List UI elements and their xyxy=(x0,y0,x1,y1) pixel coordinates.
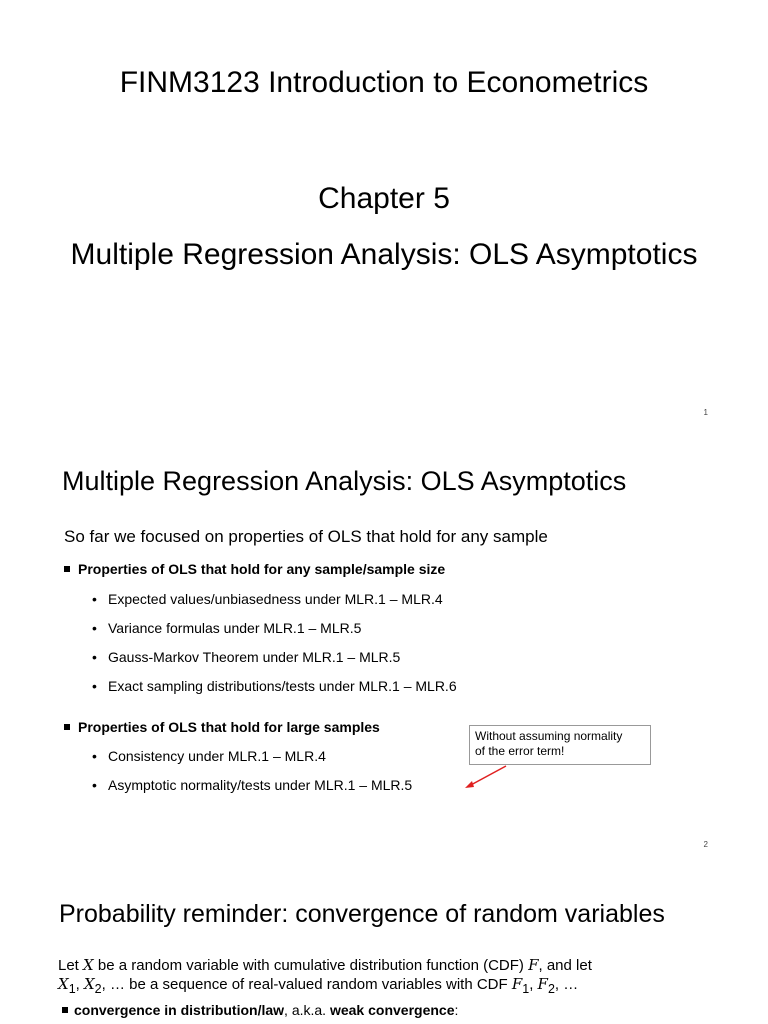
slide-title: Probability reminder: convergence of random variables xyxy=(59,900,665,928)
square-bullet-icon xyxy=(62,1007,68,1013)
section-heading: Properties of OLS that hold for large samples xyxy=(64,719,380,735)
list-item: • Consistency under MLR.1 – MLR.4 xyxy=(92,748,326,764)
bullet-icon: • xyxy=(92,620,97,636)
bullet-icon: • xyxy=(92,591,97,607)
bullet-icon: • xyxy=(92,678,97,694)
list-item: • Asymptotic normality/tests under MLR.1 – MLR.5 xyxy=(92,777,413,793)
slide-2 xyxy=(0,430,768,860)
page-number: 2 xyxy=(703,840,708,849)
section-heading: Properties of OLS that hold for any sample/sample size xyxy=(64,561,445,577)
intro-text: So far we focused on properties of OLS that hold for any sample xyxy=(64,527,548,546)
slide-3 xyxy=(0,860,768,1024)
arrow-icon xyxy=(460,763,512,793)
callout-line: of the error term! xyxy=(475,744,565,758)
callout-box xyxy=(469,725,651,765)
list-item: • Gauss-Markov Theorem under MLR.1 – MLR.5 xyxy=(92,649,401,665)
chapter-title: Multiple Regression Analysis: OLS Asymptotics xyxy=(70,238,698,271)
list-item: • Variance formulas under MLR.1 – MLR.5 xyxy=(92,620,362,636)
bullet-icon: • xyxy=(92,777,97,793)
list-item: • Exact sampling distributions/tests under MLR.1 – MLR.6 xyxy=(92,678,457,694)
bullet-icon: • xyxy=(92,649,97,665)
square-bullet-icon xyxy=(64,724,70,730)
definition-text: Let X be a random variable with cumulative distribution function (CDF) F, and let $X_1$, $X_2$, … be a sequence of real-valued random variables with CDF $F_1$, $F_2$, … xyxy=(58,956,592,996)
bullet-icon: • xyxy=(92,748,97,764)
page-number: 1 xyxy=(703,408,708,417)
course-title: FINM3123 Introduction to Econometrics xyxy=(119,66,649,99)
square-bullet-icon xyxy=(64,566,70,572)
slide-title: Multiple Regression Analysis: OLS Asymptotics xyxy=(62,466,627,496)
list-item: convergence in distribution/law, a.k.a. weak convergence: xyxy=(62,1002,458,1018)
callout-line: Without assuming normality xyxy=(475,729,623,743)
chapter-label: Chapter 5 xyxy=(318,182,450,215)
slide-1 xyxy=(0,0,768,430)
list-item: • Expected values/unbiasedness under MLR.1 – MLR.4 xyxy=(92,591,443,607)
